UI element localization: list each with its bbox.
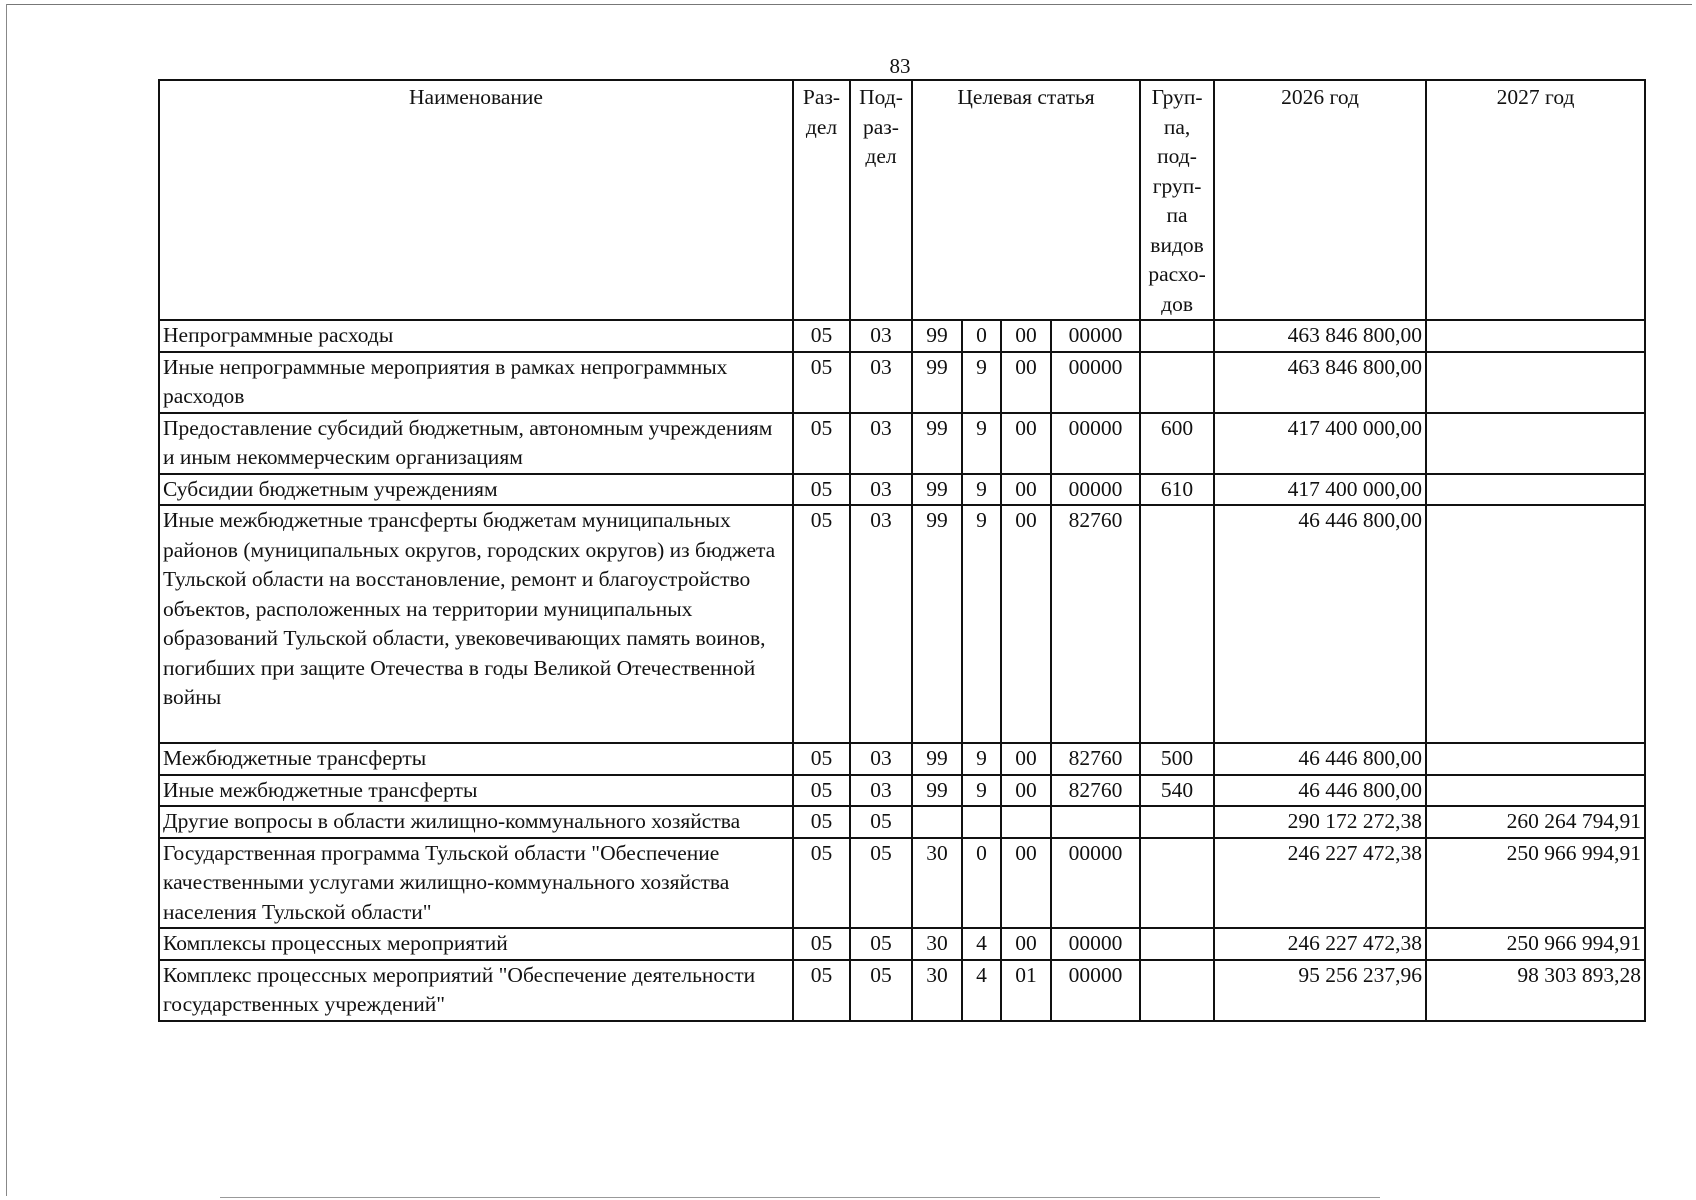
row-name: Межбюджетные трансферты — [159, 743, 793, 775]
row-target-program: 99 — [912, 413, 962, 474]
row-amount-2027 — [1426, 505, 1645, 743]
scan-edge-top — [6, 4, 1692, 5]
row-target-program: 99 — [912, 505, 962, 743]
row-section: 05 — [793, 838, 850, 929]
header-name: Наименование — [159, 80, 793, 320]
row-expense-group — [1140, 505, 1214, 743]
row-target-program: 30 — [912, 960, 962, 1021]
row-target-code: 82760 — [1051, 775, 1140, 807]
row-amount-2027 — [1426, 743, 1645, 775]
row-target-direction: 00 — [1001, 838, 1051, 929]
row-section: 05 — [793, 806, 850, 838]
scan-edge-bottom — [220, 1197, 1380, 1198]
table-header-row — [159, 80, 1645, 320]
row-expense-group: 500 — [1140, 743, 1214, 775]
row-target-direction: 00 — [1001, 474, 1051, 506]
row-target-code: 00000 — [1051, 413, 1140, 474]
row-subsection: 03 — [850, 505, 912, 743]
row-subsection: 03 — [850, 320, 912, 352]
row-target-program — [912, 806, 962, 838]
row-amount-2027: 260 264 794,91 — [1426, 806, 1645, 838]
table-row — [159, 928, 1645, 960]
row-amount-2027: 250 966 994,91 — [1426, 928, 1645, 960]
row-amount-2026: 417 400 000,00 — [1214, 474, 1426, 506]
row-amount-2026: 95 256 237,96 — [1214, 960, 1426, 1021]
row-expense-group — [1140, 928, 1214, 960]
row-subsection: 05 — [850, 928, 912, 960]
row-target-code — [1051, 806, 1140, 838]
row-amount-2026: 463 846 800,00 — [1214, 352, 1426, 413]
header-year-2027: 2027 год — [1426, 80, 1645, 320]
row-amount-2026: 290 172 272,38 — [1214, 806, 1426, 838]
header-year-2026: 2026 год — [1214, 80, 1426, 320]
row-amount-2027 — [1426, 474, 1645, 506]
row-section: 05 — [793, 743, 850, 775]
row-target-direction: 00 — [1001, 928, 1051, 960]
table-body — [159, 320, 1645, 1021]
row-name: Иные непрограммные мероприятия в рамках непрограммных расходов — [159, 352, 793, 413]
row-amount-2027 — [1426, 352, 1645, 413]
row-target-direction: 00 — [1001, 320, 1051, 352]
table-row — [159, 320, 1645, 352]
row-target-subprogram: 0 — [962, 838, 1001, 929]
row-amount-2027 — [1426, 775, 1645, 807]
row-target-program: 99 — [912, 320, 962, 352]
row-target-subprogram — [962, 806, 1001, 838]
row-name: Иные межбюджетные трансферты бюджетам муниципальных районов (муниципальных округов, городских округов) из бюджета Тульской области на восстановление, ремонт и благоустройство объектов, расположенных на территории муниципальных образований Тульской области, увековечивающих память воинов, погибших при защите Отечества в годы Великой Отечественной войны — [159, 505, 793, 743]
row-name: Государственная программа Тульской области "Обеспечение качественными услугами жилищно-коммунального хозяйства населения Тульской области" — [159, 838, 793, 929]
row-target-code: 00000 — [1051, 838, 1140, 929]
row-section: 05 — [793, 413, 850, 474]
row-name: Иные межбюджетные трансферты — [159, 775, 793, 807]
row-subsection: 03 — [850, 775, 912, 807]
row-amount-2026: 246 227 472,38 — [1214, 838, 1426, 929]
row-target-subprogram: 0 — [962, 320, 1001, 352]
row-target-program: 99 — [912, 775, 962, 807]
row-target-program: 30 — [912, 928, 962, 960]
row-subsection: 03 — [850, 413, 912, 474]
header-target-article: Целевая статья — [912, 80, 1140, 320]
row-expense-group: 540 — [1140, 775, 1214, 807]
row-name: Предоставление субсидий бюджетным, автономным учреждениям и иным некоммерческим организациям — [159, 413, 793, 474]
row-expense-group: 600 — [1140, 413, 1214, 474]
table-row — [159, 838, 1645, 929]
row-target-subprogram: 9 — [962, 352, 1001, 413]
page-number: 83 — [889, 54, 911, 78]
row-target-direction: 00 — [1001, 505, 1051, 743]
row-target-program: 99 — [912, 352, 962, 413]
row-amount-2026: 463 846 800,00 — [1214, 320, 1426, 352]
row-amount-2026: 417 400 000,00 — [1214, 413, 1426, 474]
row-target-subprogram: 9 — [962, 505, 1001, 743]
header-expense-group: Груп- па, под- груп- па видов расхо- дов — [1140, 80, 1214, 320]
budget-table — [158, 79, 1646, 1022]
row-target-subprogram: 9 — [962, 775, 1001, 807]
row-subsection: 05 — [850, 806, 912, 838]
row-section: 05 — [793, 352, 850, 413]
row-name: Комплекс процессных мероприятий "Обеспечение деятельности государственных учреждений" — [159, 960, 793, 1021]
row-subsection: 03 — [850, 743, 912, 775]
row-name: Комплексы процессных мероприятий — [159, 928, 793, 960]
table-row — [159, 474, 1645, 506]
row-target-code: 00000 — [1051, 474, 1140, 506]
row-target-code: 82760 — [1051, 743, 1140, 775]
header-section: Раз- дел — [793, 80, 850, 320]
row-target-program: 99 — [912, 474, 962, 506]
table-row — [159, 505, 1645, 743]
row-subsection: 05 — [850, 960, 912, 1021]
row-section: 05 — [793, 775, 850, 807]
row-amount-2026: 46 446 800,00 — [1214, 775, 1426, 807]
scan-edge-left — [6, 4, 7, 1196]
row-amount-2027: 98 303 893,28 — [1426, 960, 1645, 1021]
row-expense-group — [1140, 806, 1214, 838]
row-section: 05 — [793, 505, 850, 743]
row-target-direction: 00 — [1001, 775, 1051, 807]
row-expense-group — [1140, 960, 1214, 1021]
row-expense-group: 610 — [1140, 474, 1214, 506]
row-target-direction: 00 — [1001, 352, 1051, 413]
table-row — [159, 743, 1645, 775]
row-expense-group — [1140, 352, 1214, 413]
row-target-code: 00000 — [1051, 352, 1140, 413]
row-name: Непрограммные расходы — [159, 320, 793, 352]
row-subsection: 03 — [850, 474, 912, 506]
row-target-code: 00000 — [1051, 960, 1140, 1021]
table-row — [159, 413, 1645, 474]
row-target-code: 82760 — [1051, 505, 1140, 743]
table-row — [159, 806, 1645, 838]
row-name: Другие вопросы в области жилищно-коммунального хозяйства — [159, 806, 793, 838]
row-target-direction: 01 — [1001, 960, 1051, 1021]
row-expense-group — [1140, 320, 1214, 352]
row-target-subprogram: 9 — [962, 743, 1001, 775]
row-section: 05 — [793, 928, 850, 960]
row-amount-2026: 46 446 800,00 — [1214, 743, 1426, 775]
row-amount-2027 — [1426, 413, 1645, 474]
row-target-subprogram: 9 — [962, 413, 1001, 474]
row-amount-2026: 246 227 472,38 — [1214, 928, 1426, 960]
row-target-direction: 00 — [1001, 413, 1051, 474]
row-target-program: 30 — [912, 838, 962, 929]
row-target-code: 00000 — [1051, 928, 1140, 960]
row-target-subprogram: 4 — [962, 928, 1001, 960]
header-subsection: Под- раз- дел — [850, 80, 912, 320]
row-target-code: 00000 — [1051, 320, 1140, 352]
row-target-subprogram: 9 — [962, 474, 1001, 506]
table-row — [159, 960, 1645, 1021]
table-row — [159, 775, 1645, 807]
row-subsection: 05 — [850, 838, 912, 929]
row-name: Субсидии бюджетным учреждениям — [159, 474, 793, 506]
table-row — [159, 352, 1645, 413]
row-target-subprogram: 4 — [962, 960, 1001, 1021]
row-section: 05 — [793, 474, 850, 506]
row-section: 05 — [793, 320, 850, 352]
row-subsection: 03 — [850, 352, 912, 413]
row-expense-group — [1140, 838, 1214, 929]
row-section: 05 — [793, 960, 850, 1021]
row-amount-2027: 250 966 994,91 — [1426, 838, 1645, 929]
row-target-program: 99 — [912, 743, 962, 775]
row-target-direction — [1001, 806, 1051, 838]
row-amount-2027 — [1426, 320, 1645, 352]
row-target-direction: 00 — [1001, 743, 1051, 775]
row-amount-2026: 46 446 800,00 — [1214, 505, 1426, 743]
